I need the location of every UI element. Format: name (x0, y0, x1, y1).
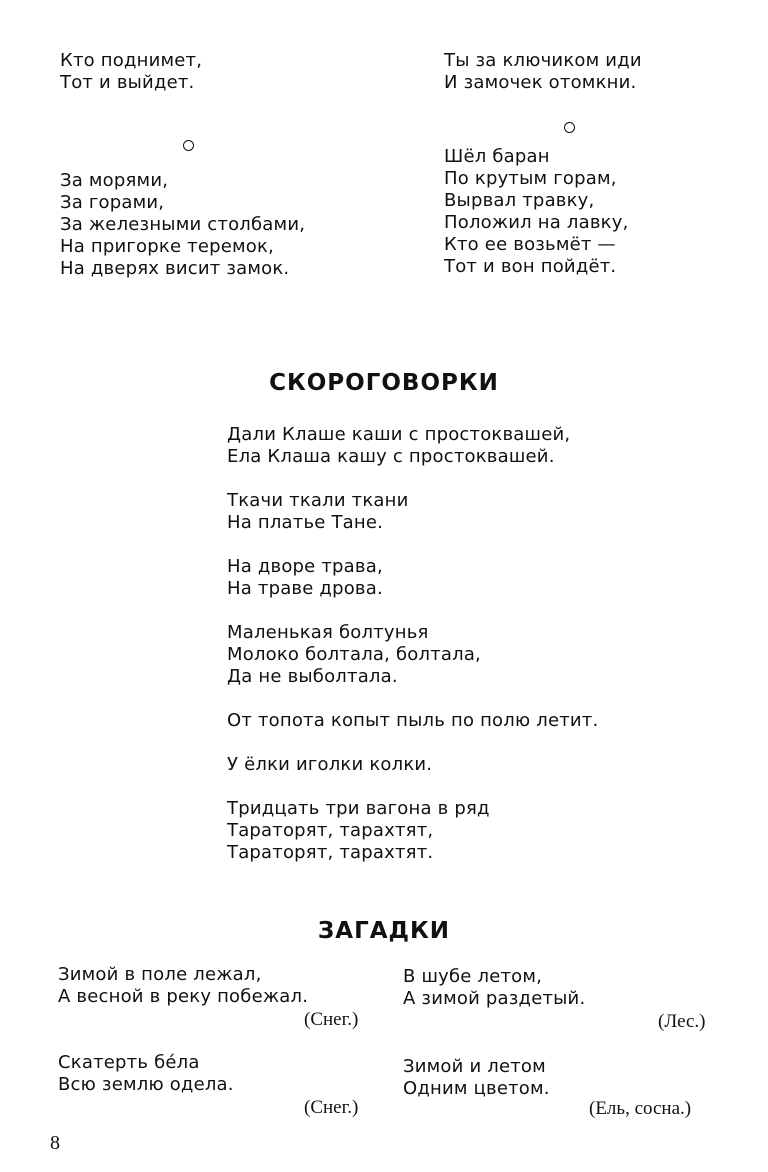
verse-line: За морями, (60, 170, 169, 191)
riddle-answer: (Лес.) (658, 1011, 706, 1032)
verse-line: У ёлки иголки колки. (227, 754, 433, 775)
verse-line: Молоко болтала, болтала, (227, 644, 481, 665)
verse-line: Всю землю одела. (58, 1074, 234, 1095)
verse-line: От топота копыт пыль по полю летит. (227, 710, 599, 731)
verse-kto-podnimet (60, 50, 202, 94)
verse-line: Тридцать три вагона в ряд (227, 798, 490, 819)
tongue-twister (227, 556, 598, 600)
verse-line: Одним цветом. (403, 1078, 550, 1099)
verse-line: Положил на лавку, (444, 212, 629, 233)
section-title-zagadki: ЗАГАДКИ (317, 918, 451, 944)
verse-line: Маленькая болтунья (227, 622, 429, 643)
page-number: 8 (50, 1132, 60, 1154)
verse-line: Ты за ключиком иди (444, 50, 642, 71)
verse-line: Тараторят, тарахтят, (227, 820, 434, 841)
tongue-twister (227, 424, 598, 468)
verse-ty-za-klyuchikom (444, 50, 642, 94)
verse-line: Кто поднимет, (60, 50, 203, 71)
riddle-answer: (Снег.) (304, 1097, 359, 1118)
verse-line: А зимой раздетый. (403, 988, 586, 1009)
tongue-twister (227, 710, 598, 732)
verse-line: Зимой в поле лежал, (58, 964, 262, 985)
tongue-twister (227, 622, 598, 688)
verse-line: По крутым горам, (444, 168, 617, 189)
riddle (403, 1056, 550, 1100)
verse-line: Кто ее возьмёт — (444, 234, 616, 255)
tongue-twisters-list (227, 424, 598, 886)
verse-line: Тот и вон пойдёт. (444, 256, 617, 277)
verse-line: Зимой и летом (403, 1056, 546, 1077)
verse-line: Дали Клаше каши с простоквашей, (227, 424, 571, 445)
separator-circle-icon (183, 140, 194, 151)
verse-line: Шёл баран (444, 146, 550, 167)
verse-line: На платье Тане. (227, 512, 384, 533)
verse-line: Тот и выйдет. (60, 72, 195, 93)
verse-line: На траве дрова. (227, 578, 383, 599)
verse-line: В шубе летом, (403, 966, 543, 987)
verse-line: Скатерть бéла (58, 1052, 200, 1073)
verse-za-moryami (60, 170, 305, 280)
verse-line: На дверях висит замок. (60, 258, 290, 279)
riddle-answer: (Ель, сосна.) (589, 1098, 692, 1119)
tongue-twister (227, 754, 598, 776)
verse-line: Вырвал травку, (444, 190, 595, 211)
riddle (58, 964, 308, 1008)
riddle-answer: (Снег.) (304, 1009, 359, 1030)
verse-line: Ела Клаша кашу с простоквашей. (227, 446, 555, 467)
verse-line: Тараторят, тарахтят. (227, 842, 434, 863)
verse-line: Ткачи ткали ткани (227, 490, 409, 511)
verse-line: За горами, (60, 192, 165, 213)
separator-circle-icon (564, 122, 575, 133)
tongue-twister (227, 798, 598, 864)
verse-line: На пригорке теремок, (60, 236, 274, 257)
verse-shel-baran (444, 146, 629, 278)
riddle (403, 966, 585, 1010)
verse-line: За железными столбами, (60, 214, 306, 235)
verse-line: А весной в реку побежал. (58, 986, 309, 1007)
tongue-twister (227, 490, 598, 534)
verse-line: Да не выболтала. (227, 666, 398, 687)
verse-line: И замочек отомкни. (444, 72, 637, 93)
section-title-skorogovorki: СКОРОГОВОРКИ (269, 370, 499, 396)
riddle (58, 1052, 234, 1096)
verse-line: На дворе трава, (227, 556, 383, 577)
